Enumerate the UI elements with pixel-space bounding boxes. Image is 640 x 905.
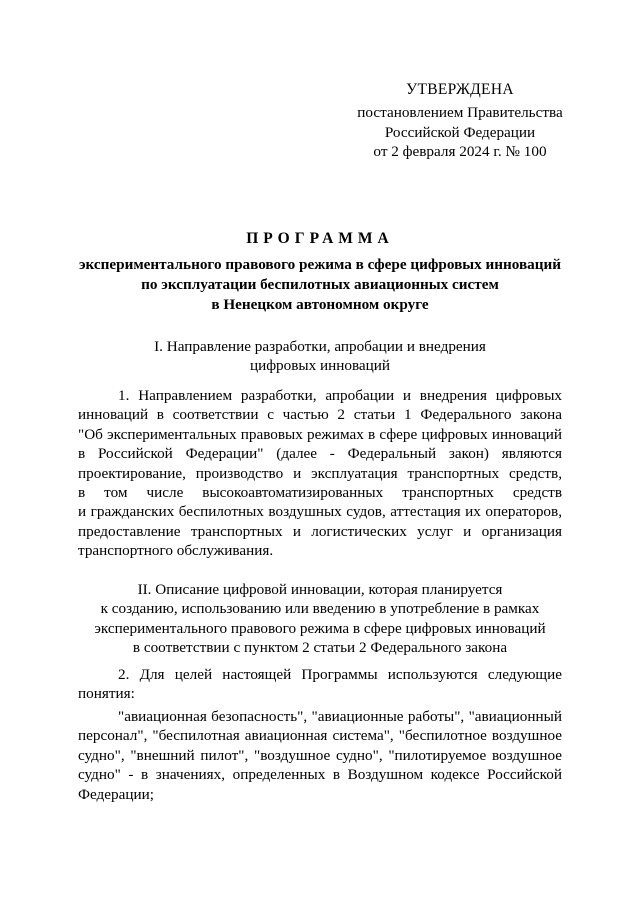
section-heading-line: в соответствии с пунктом 2 статьи 2 Федерального закона: [132, 639, 508, 657]
section-heading-line: цифровых инноваций: [249, 357, 391, 375]
paragraph-line: судно" - в значениях, определенных в Воздушном кодексе Российской: [78, 766, 562, 784]
paragraph-2: [78, 665, 562, 704]
paragraph-line: инноваций в соответствии с частью 2 статьи 1 Федерального закона: [78, 406, 562, 424]
paragraph-line: "Об экспериментальных правовых режимах в сфере цифровых инноваций: [78, 425, 562, 443]
paragraph-line: в том числе высокоавтоматизированных транспортных средств: [78, 484, 562, 502]
section-heading-line: I. Направление разработки, апробации и внедрения: [154, 338, 486, 355]
section-2-heading: [60, 580, 580, 658]
approval-line: постановлением Правительства: [357, 104, 563, 122]
title-subtitle-line: экспериментального правового режима в сфере цифровых инноваций: [78, 256, 562, 274]
paragraph-line: 2. Для целей настоящей Программы используются следующие: [118, 666, 562, 683]
section-heading-line: II. Описание цифровой инновации, которая планируется: [137, 581, 503, 598]
paragraph-line: и гражданских беспилотных воздушных судов, аттестация их операторов,: [78, 503, 562, 521]
paragraph-line: проектирование, производство и эксплуатация транспортных средств,: [78, 464, 562, 482]
paragraph-line: понятия:: [78, 685, 135, 703]
title-subtitle-line: в Ненецком автономном округе: [211, 295, 429, 313]
section-heading-line: к созданию, использованию или введению в употребление в рамках: [100, 600, 540, 618]
paragraph-line: "авиационная безопасность", "авиационные работы", "авиационный: [118, 708, 562, 725]
approval-block: [340, 80, 580, 162]
paragraph-line: судно", "внешний пилот", "воздушное судно", "пилотируемое воздушное: [78, 746, 562, 764]
paragraph-line: Федерации;: [78, 785, 154, 803]
approval-line: Российской Федерации: [384, 123, 536, 141]
title-main: ПРОГРАММА: [246, 230, 394, 247]
paragraph-1: [78, 386, 562, 561]
section-heading-line: экспериментального правового режима в сфере цифровых инноваций: [94, 619, 546, 637]
title-subtitle-line: по эксплуатации беспилотных авиационных систем: [141, 276, 499, 293]
approval-heading: УТВЕРЖДЕНА: [406, 81, 514, 98]
paragraph-line: 1. Направлением разработки, апробации и внедрения цифровых: [118, 387, 562, 404]
paragraph-line: персонал", "беспилотная авиационная система", "беспилотное воздушное: [78, 727, 562, 745]
approval-date: от 2 февраля 2024 г. № 100: [373, 143, 547, 161]
program-title: [70, 229, 570, 314]
paragraph-line: транспортного обслуживания.: [78, 542, 274, 560]
paragraph-3: [78, 707, 562, 804]
section-1-heading: [60, 337, 580, 376]
paragraph-line: в Российской Федерации" (далее - Федеральный закон) являются: [78, 445, 562, 463]
paragraph-line: предоставление транспортных и логистических услуг и организация: [78, 522, 562, 540]
